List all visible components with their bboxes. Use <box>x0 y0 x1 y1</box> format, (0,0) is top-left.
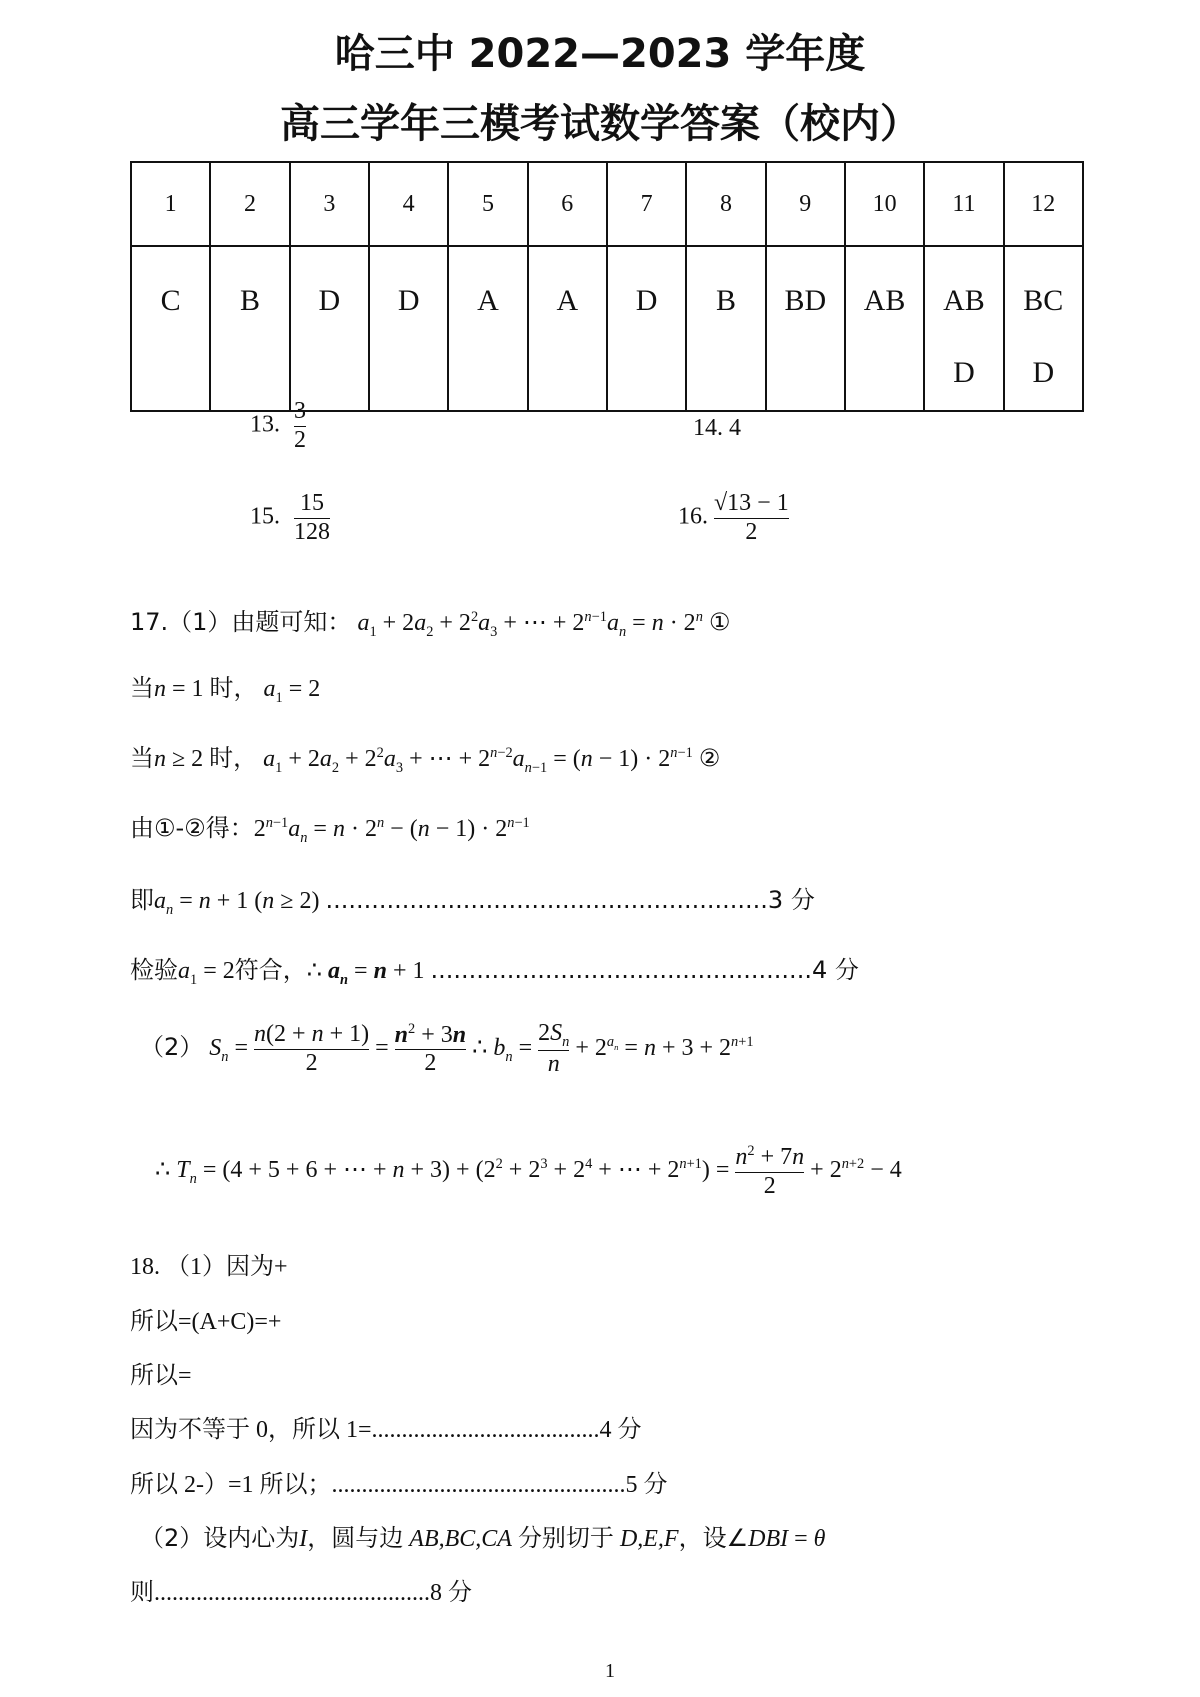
question-number-cell: 5 <box>448 162 527 246</box>
q17-thus-label: 即 <box>130 886 154 914</box>
q17-when-label-2: 当 <box>130 744 154 772</box>
q17-score-4: ..................................................4 分 <box>430 956 859 984</box>
q13-numerator: 3 <box>294 398 306 424</box>
answer-cell: AB D <box>924 246 1003 411</box>
q15-answer <box>250 490 330 546</box>
q17-eq-4: $a_n = n + 1$ (n ≥ 2) <box>154 888 320 918</box>
answer-cell: AB <box>845 246 924 411</box>
q17-line-4 <box>130 808 530 847</box>
page-number: 1 <box>605 1660 615 1682</box>
question-number-cell: 12 <box>1004 162 1083 246</box>
q17-line-6 <box>130 950 859 989</box>
q17-line-5 <box>130 880 815 919</box>
q13-fraction <box>294 398 306 454</box>
q16-fraction <box>714 490 789 546</box>
q18-part2-a: （2）设内心为 <box>140 1524 300 1552</box>
q18-line-4: 因为不等于 0，所以 1=......................................4 分 <box>130 1417 642 1443</box>
answer-cell: A <box>528 246 607 411</box>
title-line-1: 哈三中 2022—2023 学年度 <box>334 31 866 77</box>
q18-part2-b: ，圆与边 <box>307 1524 404 1552</box>
q18-part2-d: ，设 <box>678 1524 727 1552</box>
q17-tn-line <box>155 1143 902 1200</box>
q17-score-3: ..........................................................3 分 <box>325 886 815 914</box>
q18-line-3: 所以= <box>130 1363 192 1389</box>
q17-eq-3: $2^{n-1}a_n = n \cdot 2^n - (n - 1) \cdot 2^{n-1}$ <box>253 815 530 846</box>
answer-cell: D <box>290 246 369 411</box>
q17-eq-6: $S_n$ = $\frac{n(2 + n + 1)}{2}$ = $\frac{n^2 + 3n}{2}$ ∴ $b_n$ = $\frac{2S_n}{n}$ + $2^{a_n} = n + 3 + 2^{n+1}$ <box>209 1020 754 1078</box>
q17-line-3 <box>130 738 720 777</box>
q13-denominator: 2 <box>294 426 306 453</box>
answer-cell: D <box>607 246 686 411</box>
question-number-cell: 3 <box>290 162 369 246</box>
answer-cell: B <box>210 246 289 411</box>
q13-label: 13. <box>250 411 280 438</box>
q17-eq-5b: ∴ $a_n = n + 1$ <box>306 958 425 988</box>
title-line-2: 高三学年三模考试数学答案（校内） <box>280 101 920 147</box>
question-number-cell: 7 <box>607 162 686 246</box>
q16-denominator: 2 <box>714 518 789 547</box>
q18-line-5: 所以 2-）=1 所以；.................................................5 分 <box>130 1472 668 1498</box>
answer-cell: A <box>448 246 527 411</box>
q17-case-n1: n = 1 时， $a_1 = 2$ <box>154 674 321 706</box>
q17-part2-label: （2） <box>140 1033 204 1061</box>
q15-fraction <box>294 490 330 546</box>
q17-matches-label: 符合， <box>234 956 307 984</box>
q18-line-2: 所以=(A+C)=+ <box>130 1309 282 1335</box>
question-number-cell: 4 <box>369 162 448 246</box>
q16-label: 16. <box>678 503 708 530</box>
answer-cell: D <box>369 246 448 411</box>
answer-cell: B <box>686 246 765 411</box>
question-number-cell: 8 <box>686 162 765 246</box>
q17-subtract-label: 由①-②得： <box>130 814 254 842</box>
q18-line-1: 18. （1）因为+ <box>130 1254 288 1280</box>
q14-answer: 14. 4 <box>693 415 741 441</box>
q17-check-label: 检验 <box>130 956 178 984</box>
question-number-cell: 1 <box>131 162 210 246</box>
question-number-cell: 2 <box>210 162 289 246</box>
q17-when-label: 当 <box>130 674 154 702</box>
q17-eq-1: $a_1 + 2a_2 + 2^2a_3$ + ⋯ + $2^{n-1}a_n = n \cdot 2^n$ ① <box>357 608 731 640</box>
q17-line-1 <box>130 602 730 641</box>
answer-cell: BD <box>766 246 845 411</box>
question-number-cell: 10 <box>845 162 924 246</box>
q15-label: 15. <box>250 503 280 530</box>
answer-table <box>130 161 1084 412</box>
question-number-cell: 9 <box>766 162 845 246</box>
q17-line-2 <box>130 668 320 707</box>
question-number-cell: 11 <box>924 162 1003 246</box>
q18-line-7: 则..............................................8 分 <box>130 1580 472 1606</box>
q18-part2-c: 分别切于 <box>517 1524 614 1552</box>
q17-eq-5a: $a_1 = 2$ <box>178 958 235 988</box>
answer-cell: C <box>131 246 210 411</box>
q18-line-6: （2）设内心为I，圆与边 AB,BC,CA 分别切于 D,E,F，设∠DBI = θ <box>140 1524 826 1552</box>
answer-cell: BC D <box>1004 246 1083 411</box>
q17-intro: 17.（1）由题可知： <box>130 608 352 636</box>
q17-eq-7: ∴ $T_n = (4 + 5 + 6$ + ⋯ + $n + 3) + (2^2 + 2^3 + 2^4$ + ⋯ + $2^{n+1}$) = $\frac{n^2 + 7n}{2}$ + $2^{n+2} - 4$ <box>155 1143 902 1199</box>
q17-eq-2: n ≥ 2 时， $a_1 + 2a_2 + 2^2a_3$ + ⋯ + $2^{n-2}a_{n-1} = (n - 1) \cdot 2^{n-1}$ ② <box>154 744 721 776</box>
answer-table-answer-row <box>131 246 1083 411</box>
q13-answer <box>250 398 306 454</box>
q15-numerator: 15 <box>300 490 324 516</box>
q16-numerator: √13 − 1 <box>714 490 789 516</box>
answer-table-number-row <box>131 162 1083 246</box>
q15-denominator: 128 <box>294 518 330 545</box>
q16-answer <box>678 490 789 546</box>
q17-part-2 <box>140 1020 754 1079</box>
question-number-cell: 6 <box>528 162 607 246</box>
